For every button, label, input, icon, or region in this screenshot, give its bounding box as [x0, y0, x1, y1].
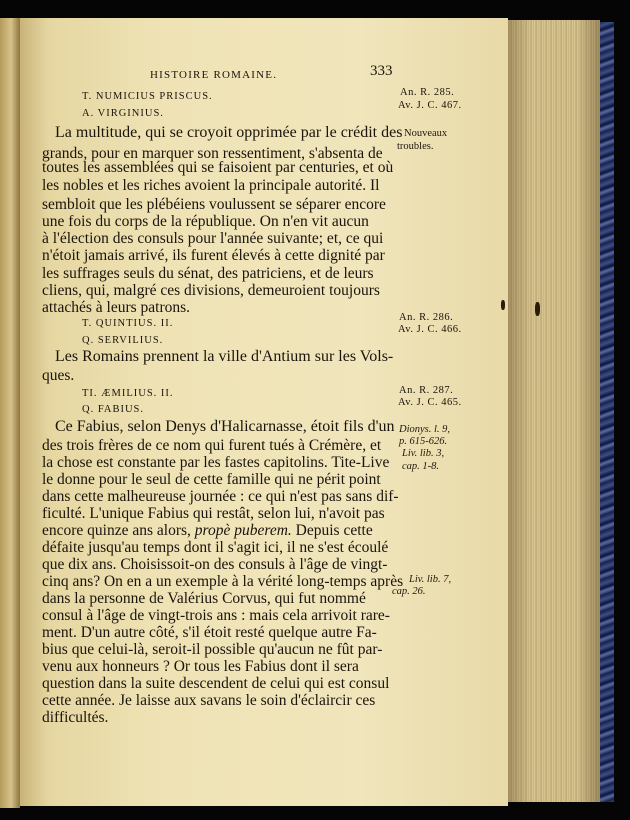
- body-line: Les Romains prennent la ville d'Antium sur les Vols-: [55, 348, 394, 365]
- left-page-edge: [0, 18, 20, 808]
- body-line: consul à l'âge de vingt-trois ans : mais cela arrivoit rare-: [42, 607, 390, 624]
- consul-name: T. NUMICIUS PRISCUS.: [82, 91, 213, 102]
- body-line: La multitude, qui se croyoit opprimée par le crédit des: [55, 124, 403, 141]
- year-note: Av. J. C. 465.: [398, 397, 462, 408]
- side-note: cap. 26.: [392, 586, 426, 597]
- ink-spot: [535, 302, 540, 316]
- body-line: cinq ans? On en a un exemple à la vérité long-temps après: [42, 573, 404, 590]
- year-note: Av. J. C. 466.: [398, 324, 462, 335]
- consul-name: T. QUINTIUS. II.: [82, 318, 174, 329]
- body-line: n'étoit jamais arrivé, ils furent élevés à cette dignité par: [42, 247, 385, 264]
- body-line: Ce Fabius, selon Denys d'Halicarnasse, étoit fils d'un: [55, 418, 395, 435]
- page-block-shade: [508, 20, 600, 802]
- body-line: cette année. Je laisse aux savans le soin d'éclaircir ces: [42, 692, 376, 709]
- consul-name: Q. SERVILIUS.: [82, 335, 164, 346]
- ink-spot: [501, 300, 505, 310]
- side-note: Liv. lib. 7,: [409, 574, 452, 585]
- body-line: la chose est constante par les fastes capitolins. Tite-Live: [42, 454, 390, 471]
- year-note: An. R. 287.: [399, 385, 454, 396]
- body-line: dans cette malheureuse journée : ce qui n'est pas sans dif-: [42, 488, 399, 505]
- body-line: les nobles et les riches avoient la principale autorité. Il: [42, 177, 380, 194]
- body-line: une fois du corps de la république. On n'en vit aucun: [42, 213, 369, 230]
- side-note: Liv. lib. 3,: [402, 448, 445, 459]
- body-line: ment. D'un autre côté, s'il étoit resté quelque autre Fa-: [42, 624, 377, 641]
- body-line: que dix ans. Choisissoit-on des consuls à l'âge de vingt-: [42, 556, 388, 573]
- side-note: Dionys. l. 9,: [399, 424, 451, 435]
- side-note: troubles.: [397, 141, 434, 152]
- marbled-cover: [600, 22, 614, 802]
- year-note: An. R. 285.: [400, 87, 455, 98]
- year-note: An. R. 286.: [399, 312, 454, 323]
- body-line: attachés à leurs patrons.: [42, 299, 191, 316]
- body-line: défaite jusqu'au temps dont il s'agit ici, il ne s'est écoulé: [42, 539, 389, 556]
- body-line: dans la personne de Valérius Corvus, qui fut nommé: [42, 590, 366, 607]
- body-line: à l'élection des consuls pour l'année suivante; et, ce qui: [42, 230, 384, 247]
- body-line: grands, pour en marquer son ressentiment, s'absenta de: [42, 145, 383, 162]
- body-line: venu aux honneurs ? Or tous les Fabius dont il sera: [42, 658, 359, 675]
- page-number: 333: [370, 63, 393, 79]
- consul-name: Q. FABIUS.: [82, 404, 145, 415]
- year-note: Av. J. C. 467.: [398, 100, 462, 111]
- body-line: des trois frères de ce nom qui furent tués à Crémère, et: [42, 437, 382, 454]
- body-line: difficultés.: [42, 709, 109, 726]
- body-line: les suffrages seuls du sénat, des patriciens, et de leurs: [42, 265, 374, 282]
- body-line: le donne pour le seul de cette famille qui ne périt point: [42, 471, 381, 488]
- body-line: ques.: [42, 367, 75, 384]
- consul-name: A. VIRGINIUS.: [82, 108, 164, 119]
- running-title: HISTOIRE ROMAINE.: [150, 69, 278, 81]
- side-note: Nouveaux: [404, 128, 448, 139]
- body-line: ficulté. L'unique Fabius qui restât, selon lui, n'avoit pas: [42, 505, 385, 522]
- body-line: encore quinze ans alors, propè puberem. Depuis cette: [42, 522, 373, 539]
- side-note: cap. 1-8.: [402, 461, 440, 472]
- consul-name: TI. ÆMILIUS. II.: [82, 388, 174, 399]
- body-line: question dans la suite descendent de celui qui est consul: [42, 675, 390, 692]
- body-line: toutes les assemblées qui se faisoient par centuries, et où: [42, 159, 394, 176]
- latin-quote: propè puberem.: [194, 522, 292, 539]
- body-line: sembloit que les plébéiens voulussent se séparer encore: [42, 196, 386, 213]
- body-line: cliens, qui, malgré ces divisions, demeuroient toujours: [42, 282, 380, 299]
- body-line: bius que celui-là, seroit-il possible qu'aucun ne fût par-: [42, 641, 383, 658]
- side-note: p. 615-626.: [399, 436, 448, 447]
